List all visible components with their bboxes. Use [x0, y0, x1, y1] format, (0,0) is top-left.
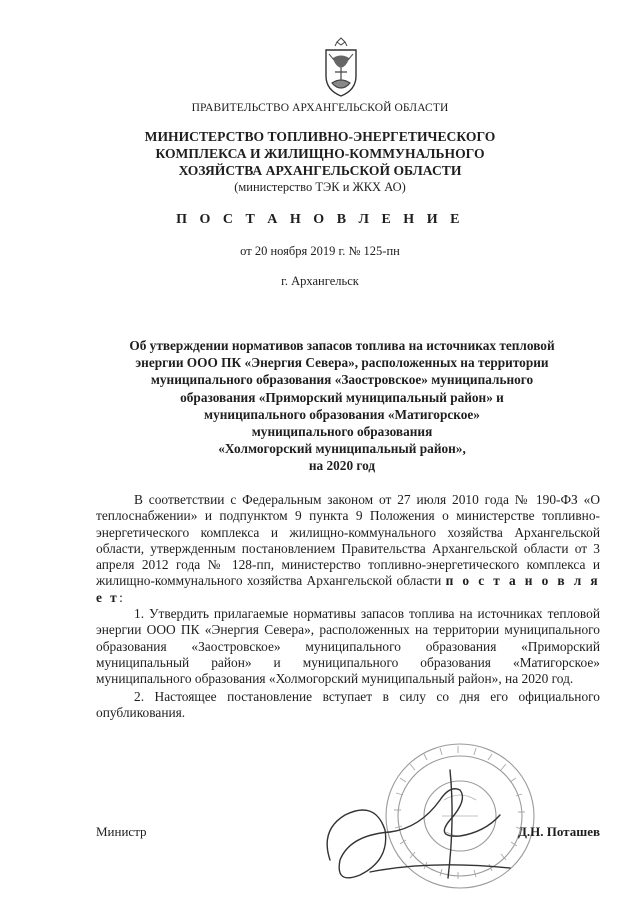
government-name: ПРАВИТЕЛЬСТВО АРХАНГЕЛЬСКОЙ ОБЛАСТИ: [191, 102, 449, 114]
signatory-name: Д.Н. Поташев: [517, 824, 600, 839]
handwritten-signature-icon: [300, 760, 540, 890]
title-line: энергии ООО ПК «Энергия Севера», расположенных на территории: [135, 355, 549, 371]
ministry-line: ХОЗЯЙСТВА АРХАНГЕЛЬСКОЙ ОБЛАСТИ: [178, 163, 462, 178]
item-2-paragraph: 2. Настоящее постановление вступает в силу со дня его официального опубликования.: [96, 688, 600, 720]
document-city: г. Архангельск: [281, 274, 359, 288]
ministry-short-name: (министерство ТЭК и ЖКХ АО): [234, 180, 406, 194]
title-line: муниципального образования «Матигорское»: [204, 406, 480, 422]
item-1-paragraph: 1. Утвердить прилагаемые нормативы запасов топлива на источниках тепловой энергии ООО ПК «Энергия Севера», расположенных на территории муниципального образования «Заостровское» муниципального образования «Приморский муниципальный район» и муниципального образования «Матигорское» муниципального образования «Холмогорский муниципальный район», на 2020 год.: [96, 606, 600, 687]
title-line: муниципального образования «Заостровское» муниципального: [150, 372, 534, 388]
document-body: [96, 492, 600, 721]
document-type: П О С Т А Н О В Л Е Н И Е: [176, 212, 464, 227]
signatory-position: Министр: [96, 824, 147, 839]
coat-of-arms-icon: [318, 36, 364, 98]
title-line: муниципального образования: [251, 424, 433, 440]
resolves-colon: :: [119, 589, 123, 605]
preamble-text: В соответствии с Федеральным законом от 27 июля 2010 года № 190-ФЗ «О теплоснабжении» и подпунктом 9 пункта 9 Положения о министерстве топливно-энергетического комплекса и жилищно-коммунального хозяйства Архангельской области, утвержденным постановлением Правительства Архангельской области от 3 апреля 2012 года № 128-пп, министерство топливно-энергетического комплекса и жилищно-коммунального хозяйства Архангельской области: [96, 492, 600, 589]
resolves-word: п о с т а н о в л я е т: [96, 573, 600, 605]
ministry-line: КОМПЛЕКСА И ЖИЛИЩНО-КОММУНАЛЬНОГО: [155, 146, 485, 161]
title-line: на 2020 год: [308, 458, 376, 474]
document-title: [86, 337, 598, 475]
title-line: образования «Приморский муниципальный район» и: [180, 389, 504, 405]
ministry-line: МИНИСТЕРСТВО ТОПЛИВНО-ЭНЕРГЕТИЧЕСКОГО: [144, 129, 496, 144]
title-line: «Холмогорский муниципальный район»,: [218, 441, 466, 457]
ministry-name: [0, 128, 640, 179]
document-date-number: от 20 ноября 2019 г. № 125-пн: [240, 244, 400, 258]
title-line: Об утверждении нормативов запасов топлива на источниках тепловой: [129, 338, 555, 353]
preamble-paragraph: [96, 492, 600, 606]
